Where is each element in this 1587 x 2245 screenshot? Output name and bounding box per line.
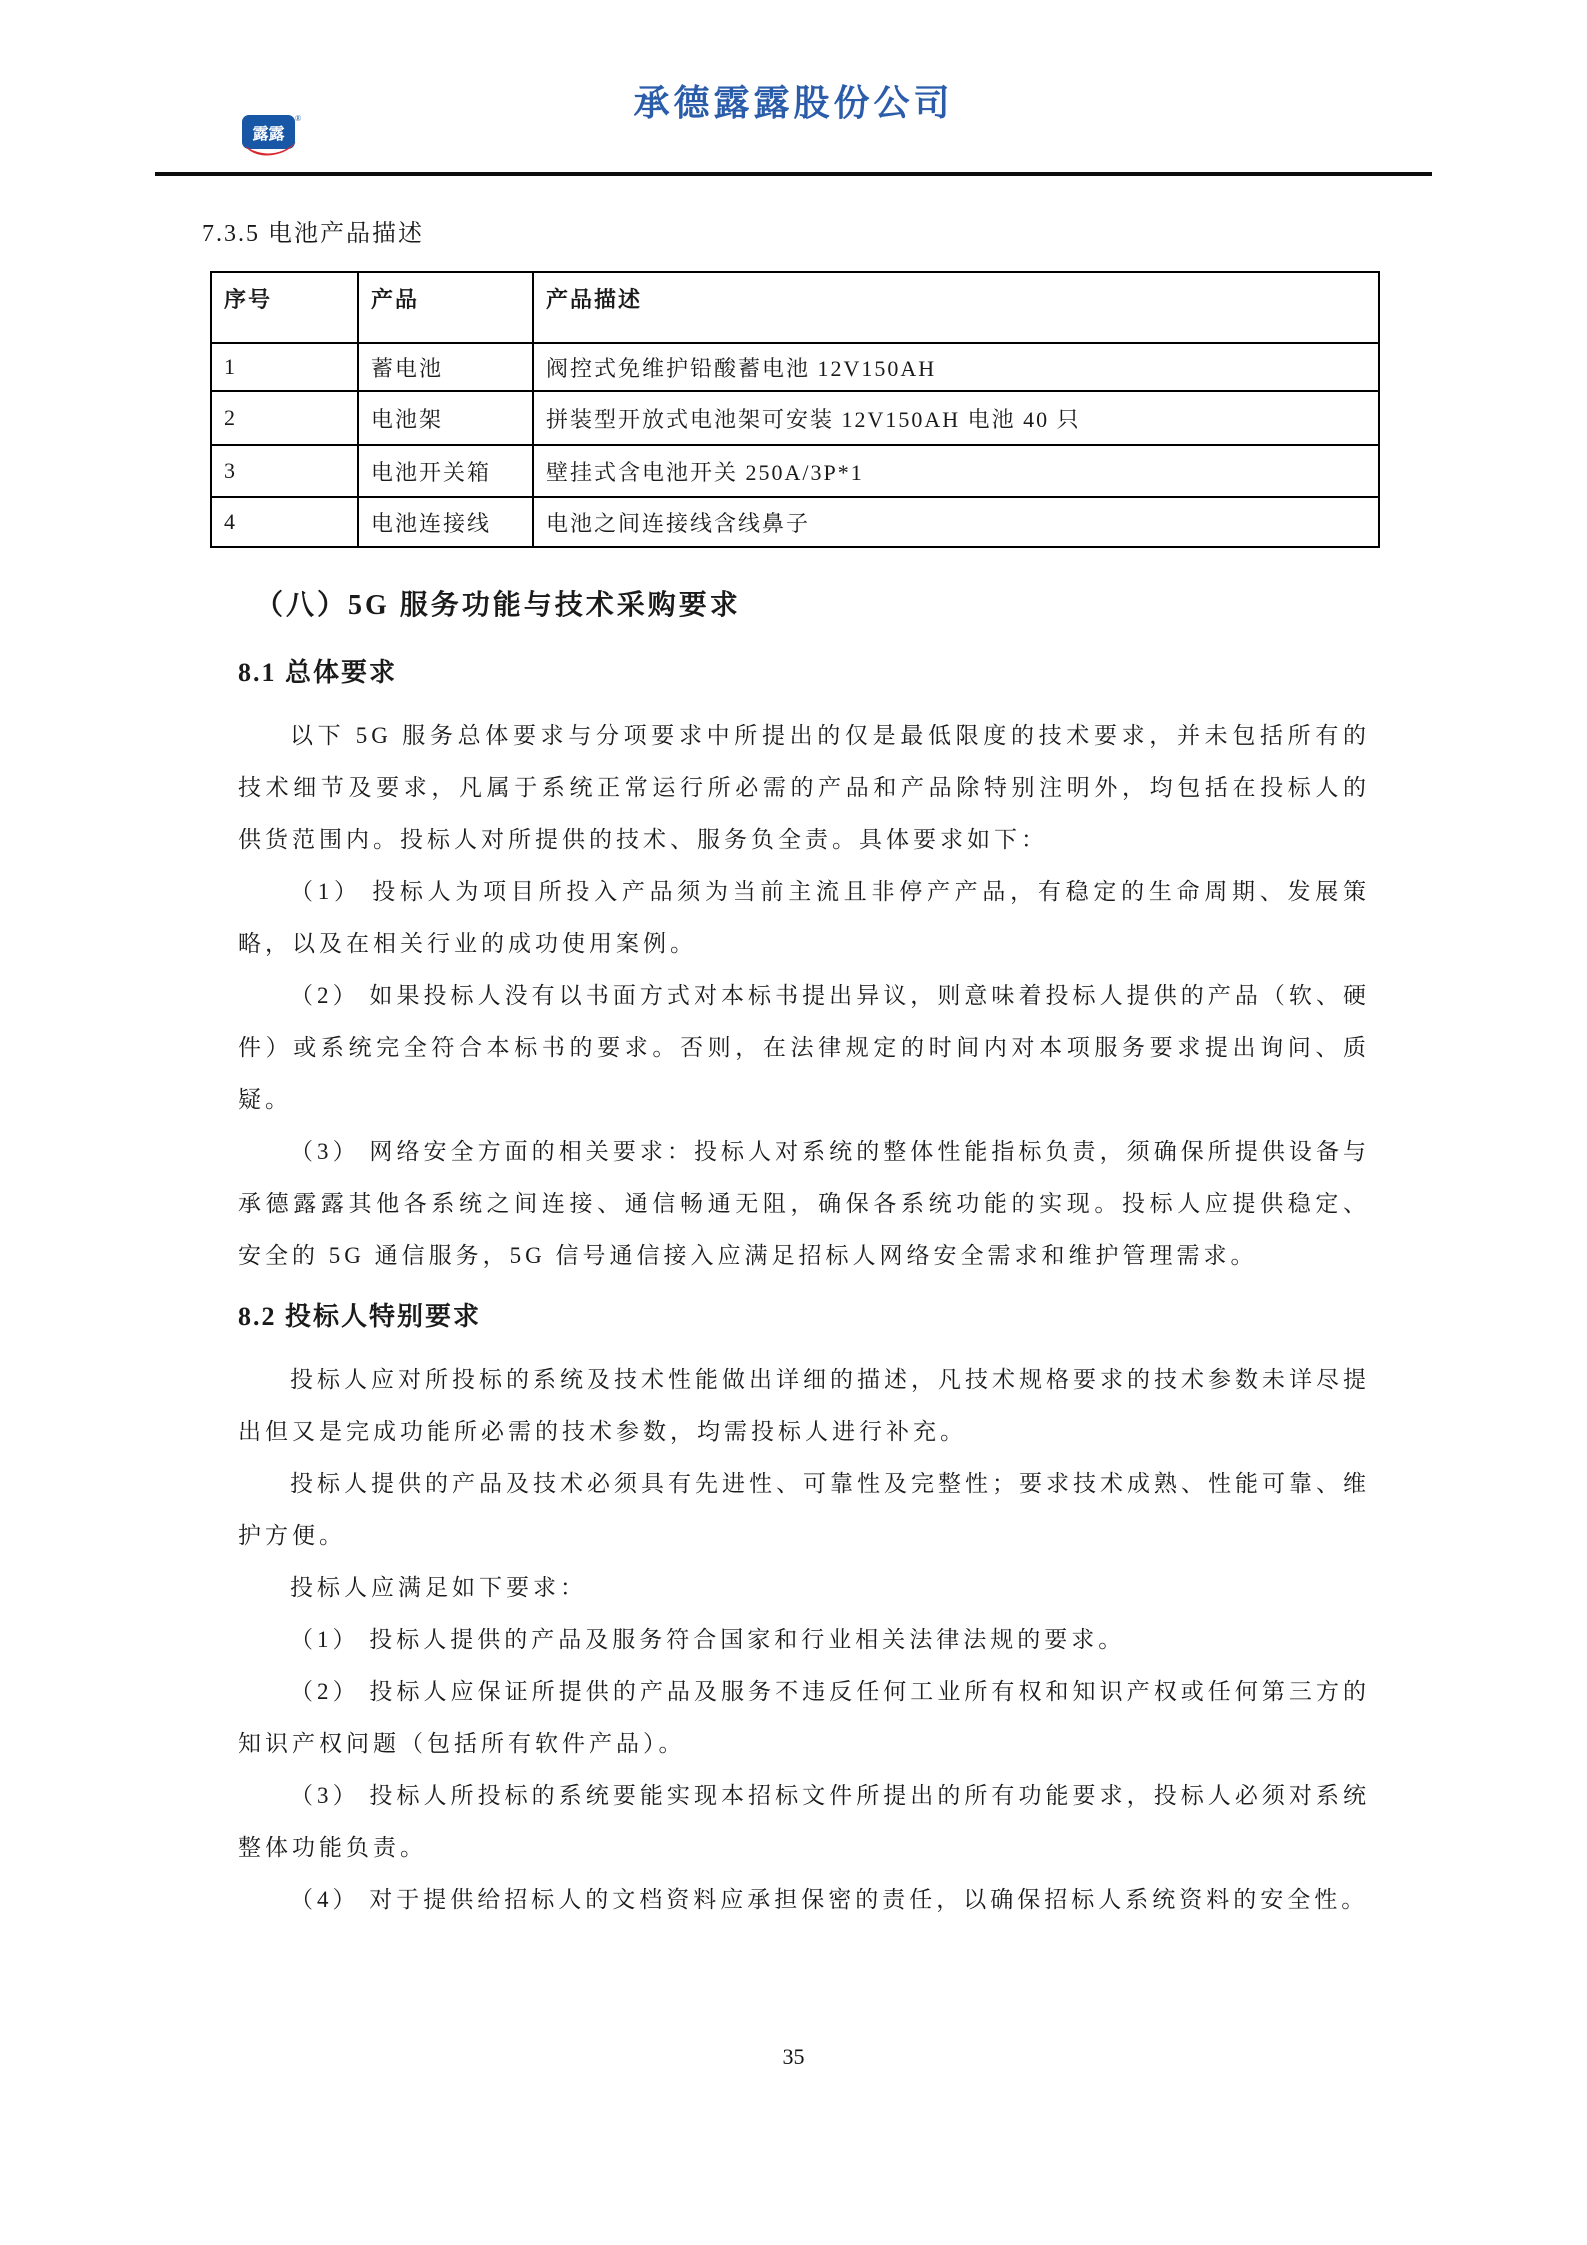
section-heading-7-3-5: 7.3.5 电池产品描述 [202, 221, 424, 247]
col-header-seq: 序号 [211, 272, 358, 343]
col-header-product: 产品 [358, 272, 533, 343]
table-row [211, 343, 1379, 391]
paragraph: （4） 对于提供给招标人的文档资料应承担保密的责任，以确保招标人系统资料的安全性。 [290, 1887, 1369, 1912]
cell-description: 拼装型开放式电池架可安装 12V150AH 电池 40 只 [533, 391, 1379, 445]
cell-description: 壁挂式含电池开关 250A/3P*1 [533, 445, 1379, 497]
cell-seq: 3 [211, 445, 358, 497]
subsection-heading-8-1: 8.1 总体要求 [238, 658, 398, 687]
paragraph: （2） 投标人应保证所提供的产品及服务不违反任何工业所有权和知识产权或任何第三方的知识产权问题（包括所有软件产品）。 [238, 1679, 1370, 1756]
table-row [211, 391, 1379, 445]
paragraph: （1） 投标人提供的产品及服务符合国家和行业相关法律法规的要求。 [290, 1627, 1126, 1652]
table-header-row [211, 272, 1379, 343]
table-row [211, 445, 1379, 497]
logo-text: 露露 [252, 126, 285, 143]
subsection-8-1-body [238, 710, 1370, 1282]
paragraph: 以下 5G 服务总体要求与分项要求中所提出的仅是最低限度的技术要求，并未包括所有的技术细节及要求，凡属于系统正常运行所必需的产品和产品除特别注明外，均包括在投标人的供货范围内。投标人对所提供的技术、服务负全责。具体要求如下： [238, 723, 1370, 852]
paragraph: 投标人提供的产品及技术必须具有先进性、可靠性及完整性；要求技术成熟、性能可靠、维护方便。 [238, 1471, 1370, 1548]
registered-mark-icon: ® [295, 114, 302, 123]
company-title: 承德露露股份公司 [633, 83, 954, 123]
paragraph: 投标人应满足如下要求： [290, 1575, 587, 1600]
cell-seq: 4 [211, 497, 358, 547]
paragraph: （1） 投标人为项目所投入产品须为当前主流且非停产产品，有稳定的生命周期、发展策略，以及在相关行业的成功使用案例。 [238, 879, 1370, 956]
cell-seq: 1 [211, 343, 358, 391]
col-header-description: 产品描述 [533, 272, 1379, 343]
paragraph: （3） 网络安全方面的相关要求：投标人对系统的整体性能指标负责，须确保所提供设备与承德露露其他各系统之间连接、通信畅通无阻，确保各系统功能的实现。投标人应提供稳定、安全的 5G 通信服务，5G 信号通信接入应满足招标人网络安全需求和维护管理需求。 [238, 1139, 1370, 1268]
cell-description: 阀控式免维护铅酸蓄电池 12V150AH [533, 343, 1379, 391]
cell-product: 电池开关箱 [358, 445, 533, 497]
cell-product: 电池架 [358, 391, 533, 445]
document-header [155, 0, 1432, 176]
paragraph: （2） 如果投标人没有以书面方式对本标书提出异议，则意味着投标人提供的产品（软、硬件）或系统完全符合本标书的要求。否则，在法律规定的时间内对本项服务要求提出询问、质疑。 [238, 983, 1370, 1112]
cell-seq: 2 [211, 391, 358, 445]
cell-product: 电池连接线 [358, 497, 533, 547]
section-heading-8: （八）5G 服务功能与技术采购要求 [255, 590, 741, 621]
subsection-heading-8-2: 8.2 投标人特别要求 [238, 1302, 482, 1331]
subsection-8-2-body [238, 1354, 1370, 1926]
battery-product-table [210, 271, 1380, 548]
table-row [211, 497, 1379, 547]
page-number: 35 [782, 2044, 805, 2069]
cell-product: 蓄电池 [358, 343, 533, 391]
cell-description: 电池之间连接线含线鼻子 [533, 497, 1379, 547]
paragraph: 投标人应对所投标的系统及技术性能做出详细的描述，凡技术规格要求的技术参数未详尽提出但又是完成功能所必需的技术参数，均需投标人进行补充。 [238, 1367, 1370, 1444]
paragraph: （3） 投标人所投标的系统要能实现本招标文件所提出的所有功能要求，投标人必须对系统整体功能负责。 [238, 1783, 1370, 1860]
document-body [0, 218, 1587, 1926]
